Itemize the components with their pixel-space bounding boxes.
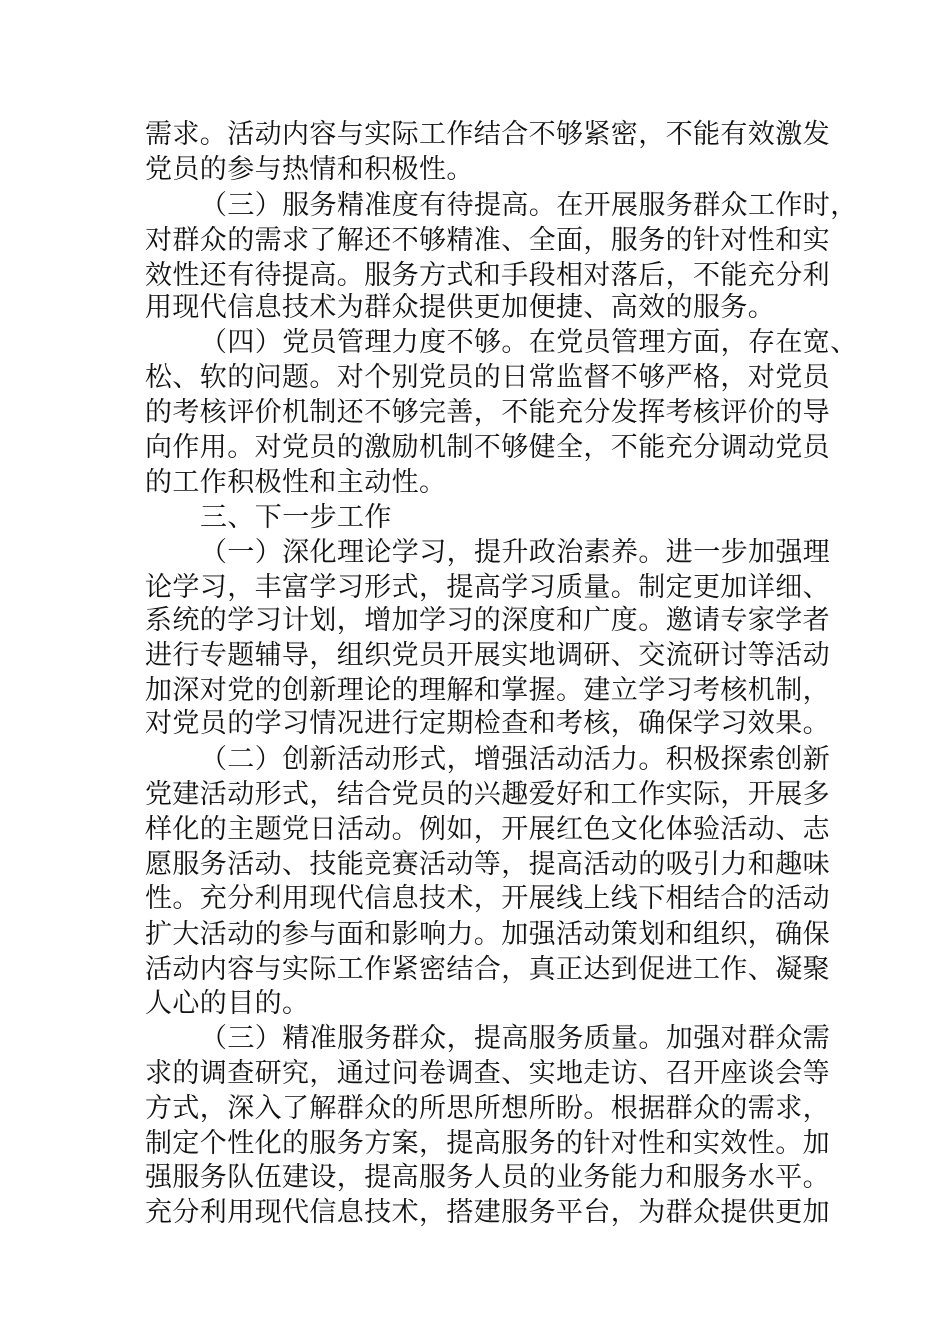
text-line: 的考核评价机制还不够完善，不能充分发挥考核评价的导 (145, 397, 830, 428)
paragraph-start: （四）党员管理力度不够。在党员管理方面，存在宽、 (200, 327, 858, 358)
text-line: 活动内容与实际工作紧密结合，真正达到促进工作、凝聚 (145, 954, 830, 985)
text-line: 需求。活动内容与实际工作结合不够紧密，不能有效激发 (145, 119, 830, 150)
text-line: 求的调查研究，通过问卷调查、实地走访、召开座谈会等 (145, 1058, 830, 1089)
text-line: 性。充分利用现代信息技术，开展线上线下相结合的活动 (145, 883, 830, 914)
text-line: 样化的主题党日活动。例如，开展红色文化体验活动、志 (145, 814, 830, 845)
text-line: 向作用。对党员的激励机制不够健全，不能充分调动党员 (145, 432, 830, 463)
paragraph-start: （三）服务精准度有待提高。在开展服务群众工作时， (200, 190, 858, 221)
text-line: 效性还有待提高。服务方式和手段相对落后，不能充分利 (145, 260, 830, 291)
text-line: 对党员的学习情况进行定期检查和考核，确保学习效果。 (145, 708, 830, 739)
text-line: 党员的参与热情和积极性。 (145, 154, 474, 185)
text-line: 的工作积极性和主动性。 (145, 467, 447, 498)
text-line: 强服务队伍建设，提高服务人员的业务能力和服务水平。 (145, 1162, 830, 1193)
text-line: 制定个性化的服务方案，提高服务的针对性和实效性。加 (145, 1128, 830, 1159)
section-heading: 三、下一步工作 (200, 502, 392, 533)
text-line: 用现代信息技术为群众提供更加便捷、高效的服务。 (145, 292, 776, 323)
text-line: 充分利用现代信息技术，搭建服务平台，为群众提供更加 (145, 1197, 830, 1228)
text-line: 加深对党的创新理论的理解和掌握。建立学习考核机制， (145, 675, 830, 706)
text-line: 松、软的问题。对个别党员的日常监督不够严格，对党员 (145, 362, 830, 393)
text-line: 扩大活动的参与面和影响力。加强活动策划和组织，确保 (145, 919, 830, 950)
text-line: 对群众的需求了解还不够精准、全面，服务的针对性和实 (145, 225, 830, 256)
text-line: 系统的学习计划，增加学习的深度和广度。邀请专家学者 (145, 605, 830, 636)
text-line: 论学习，丰富学习形式，提高学习质量。制定更加详细、 (145, 572, 830, 603)
paragraph-start: （一）深化理论学习，提升政治素养。进一步加强理 (200, 537, 831, 568)
text-line: 愿服务活动、技能竞赛活动等，提高活动的吸引力和趣味 (145, 849, 830, 880)
text-line: 方式，深入了解群众的所思所想所盼。根据群众的需求， (145, 1093, 830, 1124)
text-line: 党建活动形式，结合党员的兴趣爱好和工作实际，开展多 (145, 779, 830, 810)
paragraph-start: （三）精准服务群众，提高服务质量。加强对群众需 (200, 1023, 831, 1054)
text-line: 人心的目的。 (145, 988, 310, 1019)
text-line: 进行专题辅导，组织党员开展实地调研、交流研讨等活动 (145, 640, 830, 671)
paragraph-start: （二）创新活动形式，增强活动活力。积极探索创新 (200, 744, 831, 775)
